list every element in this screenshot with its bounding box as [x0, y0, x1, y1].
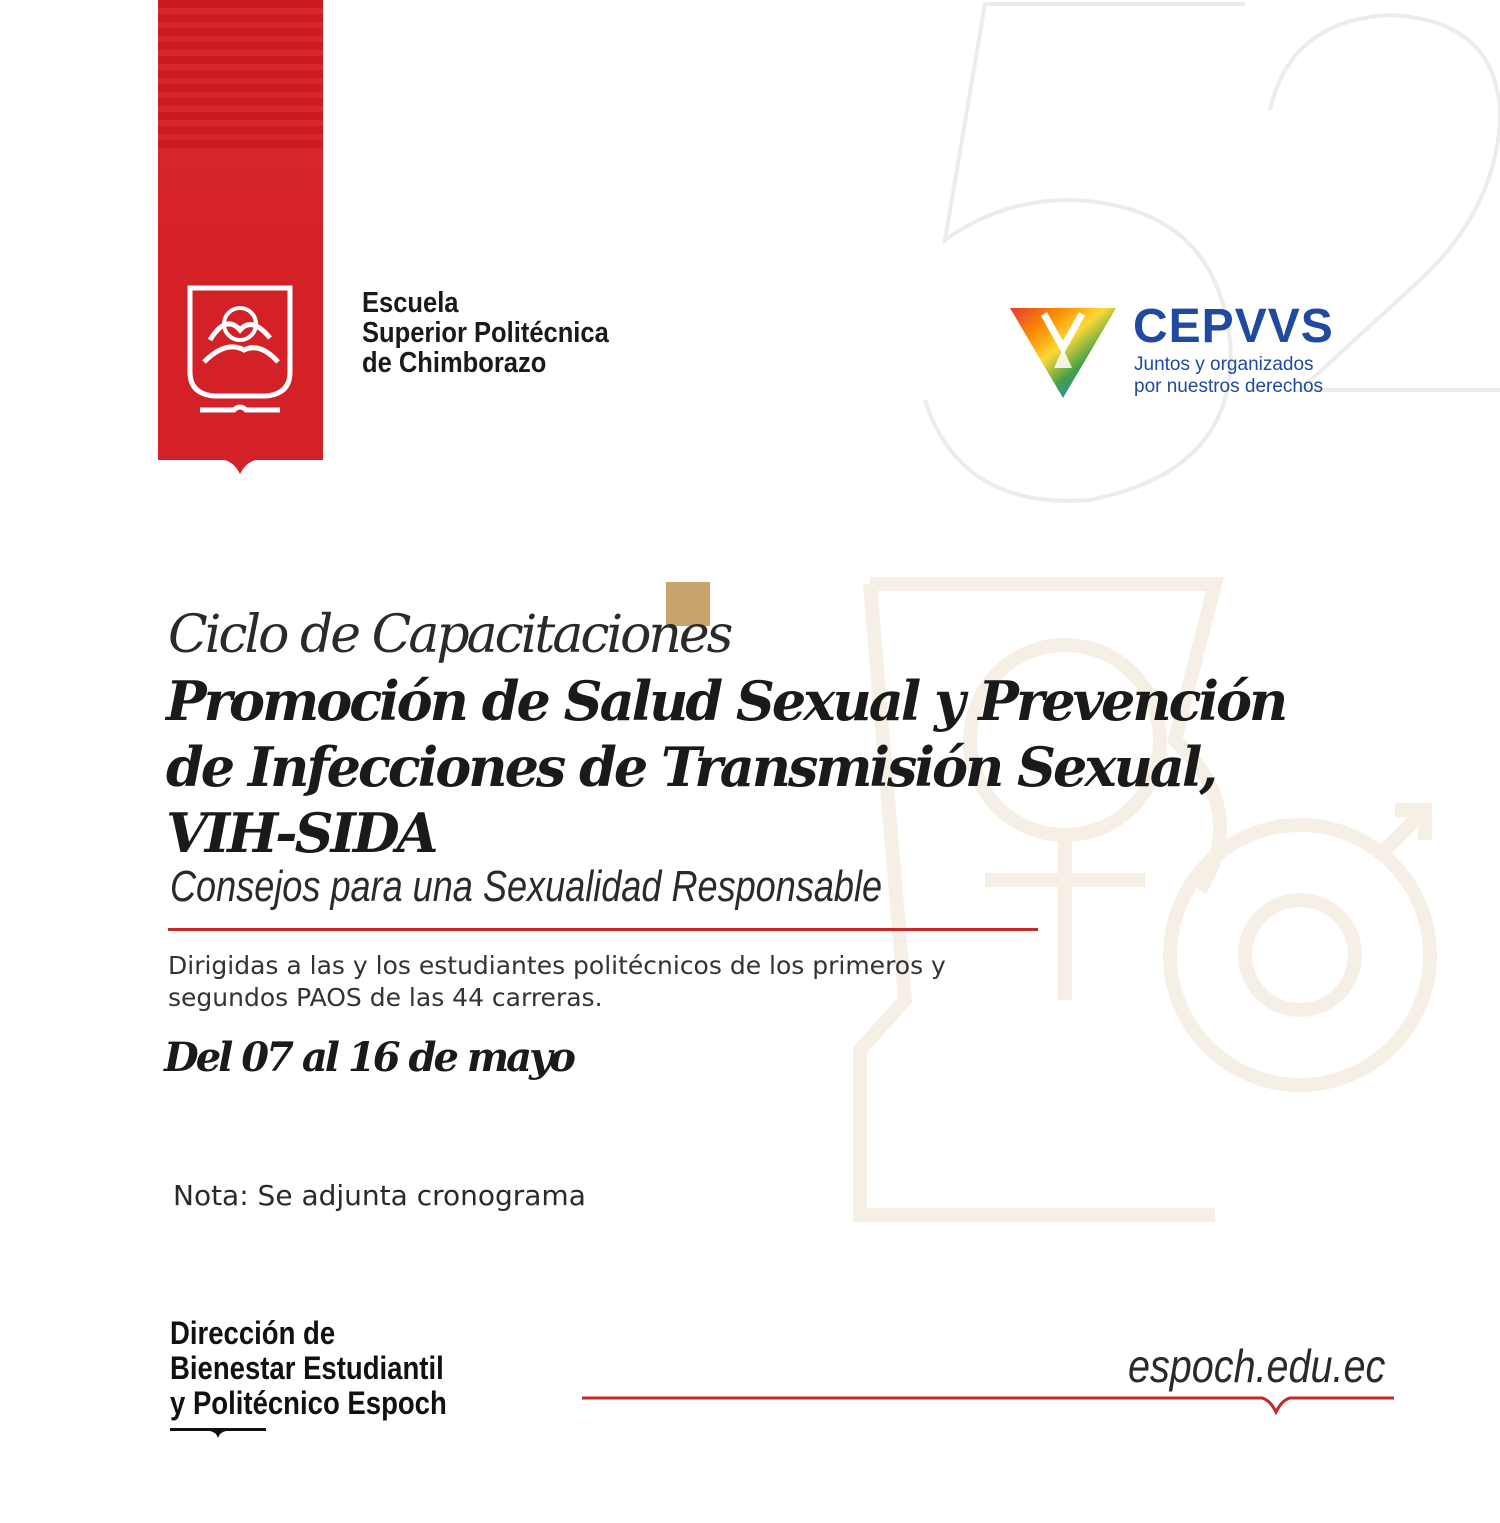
event-audience: [168, 950, 1028, 1014]
partner-tagline: [1134, 354, 1323, 398]
website-link[interactable]: espoch.edu.ec: [1128, 1340, 1386, 1392]
university-name-line: Escuela: [362, 287, 459, 319]
event-series: Ciclo de Capacitaciones: [168, 605, 731, 665]
event-title-line: Promoción de Salud Sexual y Prevención: [166, 669, 1286, 733]
event-title-line: VIH-SIDA: [166, 801, 436, 865]
event-subtitle: Consejos para una Sexualidad Responsable: [170, 862, 883, 911]
event-note: Nota: Se adjunta cronograma: [173, 1179, 586, 1212]
event-audience-line: segundos PAOS de las 44 carreras.: [168, 983, 603, 1012]
espoch-shield-icon: [186, 284, 294, 422]
partner-name: CEPVVS: [1133, 300, 1334, 353]
department-name-line: Bienestar Estudiantil: [170, 1350, 444, 1386]
partner-tagline-line: Juntos y organizados: [1134, 354, 1314, 375]
university-name: [362, 288, 609, 378]
divider-line: [168, 928, 1038, 931]
partner-tagline-line: por nuestros derechos: [1134, 376, 1324, 397]
website-underline: [582, 1392, 1394, 1422]
ribbon-tip: [158, 458, 323, 476]
university-name-line: Superior Politécnica: [362, 317, 609, 349]
ribbon-fade: [158, 150, 323, 270]
event-title-line: de Infecciones de Transmisión Sexual,: [166, 735, 1216, 799]
event-audience-line: Dirigidas a las y los estudiantes politécnicos de los primeros y: [168, 951, 946, 980]
university-name-line: de Chimborazo: [362, 347, 547, 379]
ribbon-stripes: [158, 0, 323, 150]
event-dates: Del 07 al 16 de mayo: [164, 1034, 573, 1081]
event-title: [166, 668, 1346, 866]
department-name-line: Dirección de: [170, 1315, 336, 1351]
department-name-line: y Politécnico Espoch: [170, 1385, 447, 1421]
department-name: [170, 1316, 447, 1421]
department-mark: [170, 1428, 266, 1438]
rainbow-triangle-icon: [1010, 306, 1116, 398]
